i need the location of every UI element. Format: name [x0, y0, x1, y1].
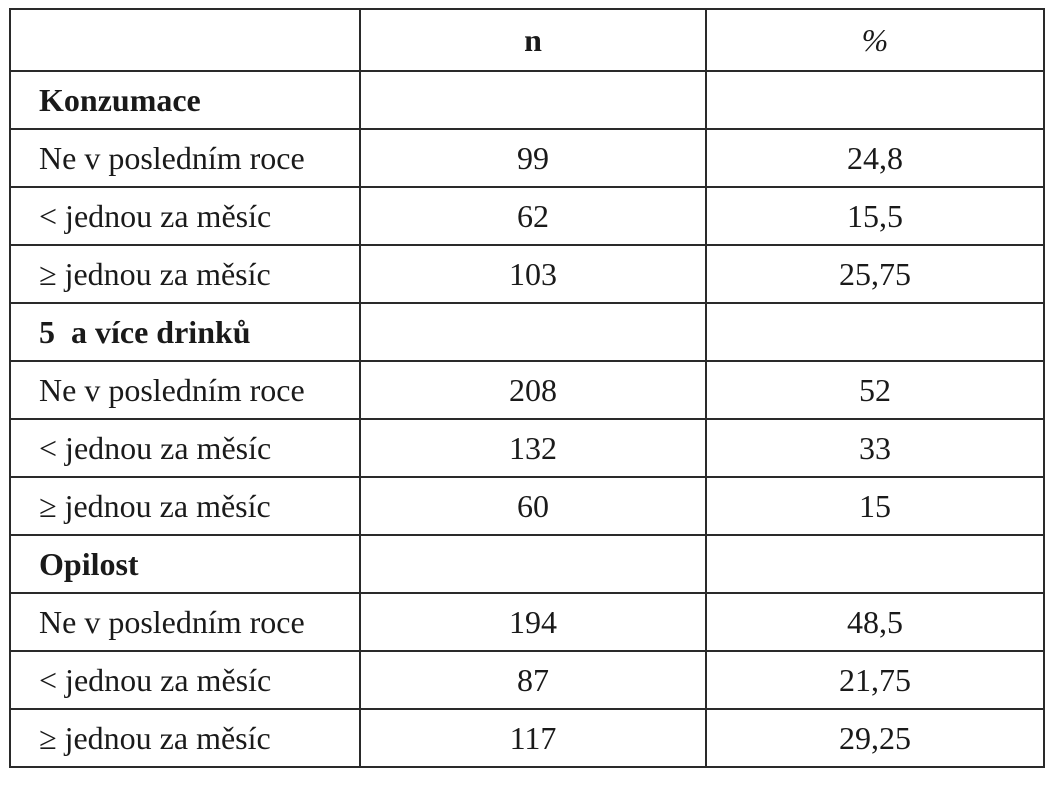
row-label: ≥ jednou za měsíc [10, 477, 360, 535]
row-n-value: 103 [360, 245, 706, 303]
row-label: < jednou za měsíc [10, 651, 360, 709]
table-row [10, 651, 1044, 709]
section-title: 5 a více drinků [10, 303, 360, 361]
row-percent-value: 29,25 [706, 709, 1044, 767]
row-percent-value: 33 [706, 419, 1044, 477]
row-n-value: 132 [360, 419, 706, 477]
section-row-konzumace [10, 71, 1044, 129]
header-n-cell: n [360, 9, 706, 71]
row-percent-value: 25,75 [706, 245, 1044, 303]
empty-cell [360, 535, 706, 593]
row-percent-value: 24,8 [706, 129, 1044, 187]
row-label: Ne v posledním roce [10, 361, 360, 419]
section-title: Opilost [10, 535, 360, 593]
table-row [10, 129, 1044, 187]
empty-cell [706, 303, 1044, 361]
row-n-value: 99 [360, 129, 706, 187]
empty-cell [360, 303, 706, 361]
row-percent-value: 52 [706, 361, 1044, 419]
table-row [10, 709, 1044, 767]
row-label: ≥ jednou za měsíc [10, 245, 360, 303]
empty-cell [706, 71, 1044, 129]
header-percent-cell: % [706, 9, 1044, 71]
row-percent-value: 15 [706, 477, 1044, 535]
row-label: Ne v posledním roce [10, 129, 360, 187]
table-row [10, 361, 1044, 419]
row-n-value: 60 [360, 477, 706, 535]
row-percent-value: 15,5 [706, 187, 1044, 245]
section-row-opilost [10, 535, 1044, 593]
row-n-value: 87 [360, 651, 706, 709]
table-row [10, 419, 1044, 477]
row-percent-value: 48,5 [706, 593, 1044, 651]
row-n-value: 117 [360, 709, 706, 767]
section-title: Konzumace [10, 71, 360, 129]
row-label: Ne v posledním roce [10, 593, 360, 651]
table-header-row [10, 9, 1044, 71]
row-percent-value: 21,75 [706, 651, 1044, 709]
data-table-container [9, 8, 1043, 768]
table-row [10, 187, 1044, 245]
row-label: ≥ jednou za měsíc [10, 709, 360, 767]
empty-cell [706, 535, 1044, 593]
empty-cell [360, 71, 706, 129]
header-label-cell [10, 9, 360, 71]
alcohol-consumption-table [9, 8, 1045, 768]
row-n-value: 62 [360, 187, 706, 245]
row-label: < jednou za měsíc [10, 419, 360, 477]
row-label: < jednou za měsíc [10, 187, 360, 245]
table-row [10, 245, 1044, 303]
table-row [10, 593, 1044, 651]
table-row [10, 477, 1044, 535]
row-n-value: 194 [360, 593, 706, 651]
row-n-value: 208 [360, 361, 706, 419]
section-row-five-plus-drinks [10, 303, 1044, 361]
